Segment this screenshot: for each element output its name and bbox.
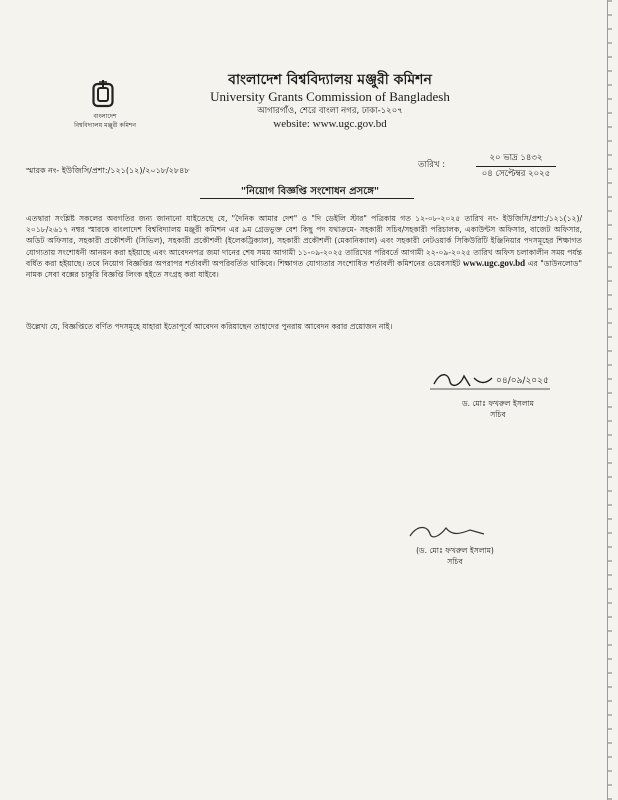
logo-caption-line1: বাংলাদেশ	[93, 113, 117, 120]
body-paragraph	[26, 213, 582, 280]
logo-caption-line2: বিশ্ববিদ্যালয় মঞ্জুরী কমিশন	[74, 122, 136, 129]
body-text-part2: এর "ডাউনলোড" নামক সেবা বক্সের চাকুরি বিজ্ঞপ্তি লিংক হইতে সংগ্রহ করা যাইবে।	[26, 258, 582, 280]
signer-name-1: ড. মোঃ ফখরুল ইসলাম	[462, 399, 534, 408]
signature-date: ০৪/০৯/২০২৫	[496, 376, 549, 386]
signer-name-2: (ড. মোঃ ফখরুল ইসলাম)	[416, 546, 494, 555]
signer-designation-1: সচিব	[490, 410, 506, 419]
date-english: ০৪ সেপ্টেম্বর ২০২৫	[481, 169, 551, 179]
ugc-logo-icon	[92, 80, 114, 108]
org-title-bangla: বাংলাদেশ বিশ্ববিদ্যালয় মঞ্জুরী কমিশন	[228, 72, 432, 88]
note-paragraph: উল্লেখ্য যে, বিজ্ঞপ্তিতে বর্ণিত পদসমূহে যাহারা ইতোপূর্বে আবেদন করিয়াছেন তাহাদের পুনরায় আবেদন করার প্রয়োজন নাই।	[26, 322, 393, 331]
org-address: আগারগাঁও, শেরে বাংলা নগর, ঢাকা-১২০৭	[257, 106, 403, 117]
letterhead	[180, 72, 480, 130]
signer-designation-2: সচিব	[447, 557, 463, 566]
signer-block-2	[380, 545, 530, 567]
memo-reference: স্মারক নং- ইউজিসি/প্রশা:/১২১(১২)/২০১৮/২৮৪৮	[26, 166, 190, 175]
handwritten-signature-2	[380, 520, 530, 542]
signer-block-1	[438, 398, 558, 420]
org-website: website: www.ugc.gov.bd	[273, 117, 387, 130]
date-block	[470, 152, 562, 181]
logo-caption	[74, 112, 136, 130]
subject-underline	[200, 198, 414, 199]
date-divider	[476, 166, 556, 167]
subject-line: "নিয়োগ বিজ্ঞপ্তি সংশোধন প্রসঙ্গে"	[240, 186, 380, 197]
body-text-part1: এতদ্বারা সংশ্লিষ্ট সকলের অবগতির জন্য জানানো যাইতেছে যে, "দৈনিক আমার দেশ" ও "দি ডেইলি স্টার" পত্রিকায় গত ১২-০৮-২০২৫ তারিখ নং- ইউজিসি/প্রশা:/১২১(১২)/২০১৮/২৬১৭ নম্বর স্মারকে বাংলাদেশ বিশ্ববিদ্যালয় মঞ্জুরী কমিশন এর ৯ম গ্রেডভুক্ত বেশ কিছু পদ যথাক্রমে- সহকারী সচিব/সহকারী পরিচালক, একাউন্টস অফিসার, বাজেট অফিসার, অডিট অফিসার, সহকারী প্রকৌশলী (সিভিল), সহকারী প্রকৌশলী (ইলেকট্রিক্যাল), সহকারী প্রকৌশলী (মেকানিক্যাল) এবং সহকারী নেটওয়ার্ক সিকিউরিটি ইঞ্জিনিয়ার পদসমূহের শিক্ষাগত যোগ্যতায় সংশোধনী আনয়ন করা হইয়াছে এবং আবেদনপত্র জমা দানের শেষ সময় আগামী ১১-০৯-২০২৫ তারিখের পরিবর্তে আগামী ২২-০৯-২০২৫ তারিখ অফিস চলাকালীন সময় পর্যন্ত বর্ধিত করা হইয়াছে। তবে নিয়োগ বিজ্ঞপ্তির অপরাপর শর্তাবলী অপরিবর্তিত থাকিবে। শিক্ষাগত যোগ্যতার সংশোধিত শর্তাবলী কমিশনের ওয়েবসাইট	[26, 214, 582, 268]
body-website-link: www.ugc.gov.bd	[462, 257, 526, 268]
scan-edge-marks	[608, 0, 612, 800]
handwritten-signature-1	[430, 368, 570, 392]
date-bangla: ২০ ভাদ্র ১৪৩২	[489, 153, 543, 163]
org-title-english: University Grants Commission of Bangladesh	[210, 89, 450, 105]
date-label: তারিখ :	[418, 160, 446, 170]
